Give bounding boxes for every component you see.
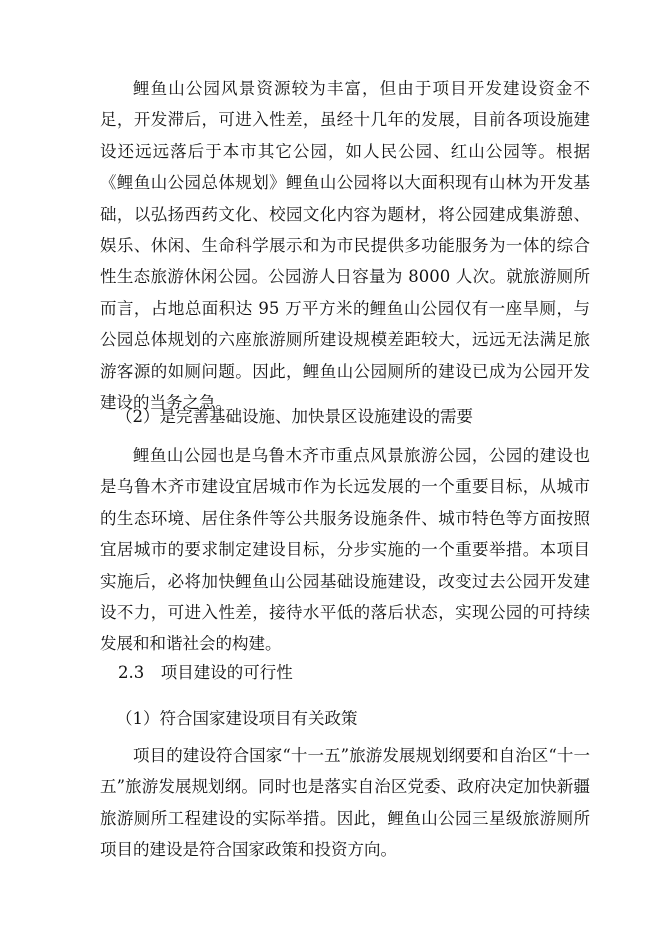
subheading-national-policy: （1）符合国家建设项目有关政策 [116, 709, 358, 728]
paragraph-urumqi-key-park: 鲤鱼山公园也是乌鲁木齐市重点风景旅游公园，公园的建设也是乌鲁木齐市建设宜居城市作为长远发展的一个重要目标，从城市的生态环境、居住条件等公共服务设施条件、城市特色等方面按照宜居城市的要求制定建设目标，分步实施的一个重要举措。本项目实施后，必将加快鲤鱼山公园基础设施建设，改变过去公园开发建设不力，可进入性差，接待水平低的落后状态，实现公园的可持续发展和和谐社会的构建。 [100, 446, 590, 654]
paragraph-park-resources: 鲤鱼山公园风景资源较为丰富，但由于项目开发建设资金不足，开发滞后，可进入性差，虽经十几年的发展，目前各项设施建设还远远落后于本市其它公园，如人民公园、红山公园等。根据《鲤鱼山公园总体规划》鲤鱼山公园将以大面积现有山林为开发基础，以弘扬西药文化、校园文化内容为题材，将公园建成集游憩、娱乐、休闲、生命科学展示和为市民提供多功能服务为一体的综合性生态旅游休闲公园。公园游人日容量为 8000 人次。就旅游厕所而言，占地总面积达 95 万平方米的鲤鱼山公园仅有一座旱厕，与公园总体规划的六座旅游厕所建设规模差距较大，远远无法满足旅游客源的如厕问题。因此，鲤鱼山公园厕所的建设已成为公园开发建设的当务之急。 [100, 79, 590, 413]
paragraph-policy-compliance: 项目的建设符合国家“十一五”旅游发展规划纲要和自治区“十一五”旅游发展规划纲。同时也是落实自治区党委、政府决定加快新疆旅游厕所工程建设的实际举措。因此，鲤鱼山公园三星级旅游厕所项目的建设是符合国家政策和投资方向。 [100, 746, 590, 860]
section-heading-feasibility: 2.3 项目建设的可行性 [118, 663, 293, 682]
subheading-infrastructure-need: （2）是完善基础设施、加快景区设施建设的需要 [116, 407, 473, 426]
